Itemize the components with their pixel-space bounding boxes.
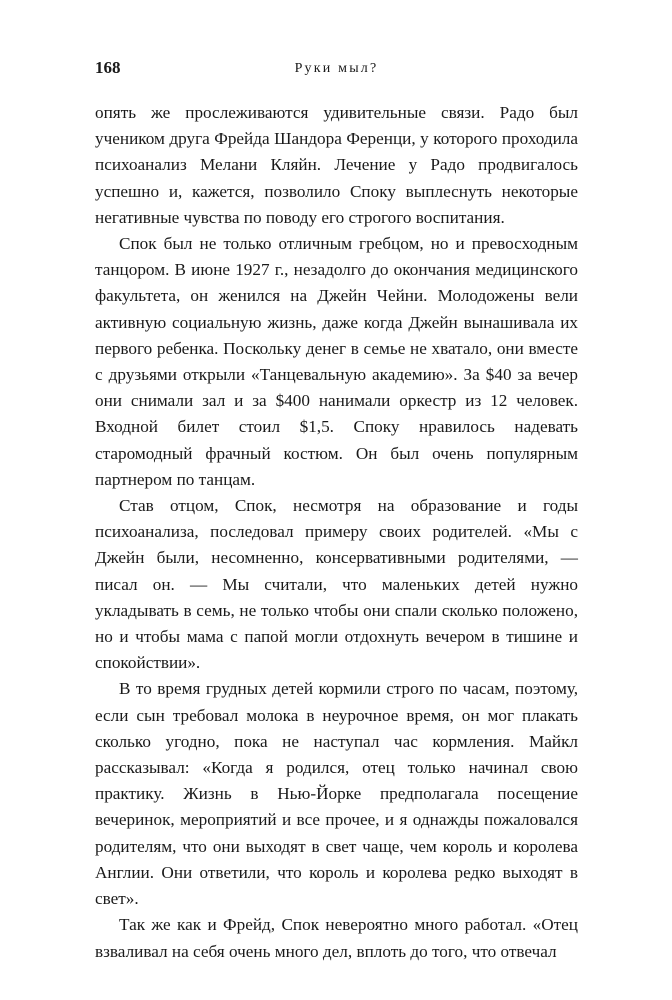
paragraph-hard-work: Так же как и Фрейд, Спок невероятно много работал. «Отец взваливал на себя очень много дел, вплоть до того, что отвечал <box>95 915 578 961</box>
page-number: 168 <box>95 58 121 77</box>
paragraph-spock-dancer: Спок был не только отличным гребцом, но и превосходным танцором. В июне 1927 г., незадолго до окончания медицинского факультета, он женился на Джейн Чейни. Молодожены вели активную социальную жизнь, даже когда Джейн вынашивала их первого ребенка. Поскольку денег в семье не хватало, они вместе с друзьями открыли «Танцевальную академию». За $40 за вечер они снимали зал и за $400 нанимали оркестр из 12 человек. Входной билет стоил $1,5. Споку нравилось надевать старомодный фрачный костюм. Он был очень популярным партнером по танцам. <box>95 234 578 489</box>
book-page <box>95 58 578 965</box>
chapter-title: Руки мыл? <box>294 61 379 76</box>
paragraph-feeding-schedule: В то время грудных детей кормили строго по часам, поэтому, если сын требовал молока в неурочное время, он мог плакать сколько угодно, пока не наступал час кормления. Майкл рассказывал: «Когда я родился, отец только начинал свою практику. Жизнь в Нью-Йорке предполагала посещение вечеринок, мероприятий и все прочее, и я однажды пожаловался родителям, что они выходят в свет чаще, чем король и королева Англии. Они ответили, что король и королева редко выходят в свет». <box>95 679 578 909</box>
paragraph-continuation: опять же прослеживаются удивительные связи. Радо был учеником друга Фрейда Шандора Ференци, у которого проходила психоанализ Мелани Кляйн. Лечение у Радо продвигалось успешно и, кажется, позволило Споку выплеснуть некоторые негативные чувства по поводу его строгого воспитания. <box>95 103 578 227</box>
paragraph-conservative-parents: Став отцом, Спок, несмотря на образование и годы психоанализа, последовал примеру своих родителей. «Мы с Джейн были, несомненно, консервативными родителями, — писал он. — Мы считали, что маленьких детей нужно укладывать в семь, не только чтобы они спали сколько положено, но и чтобы мама с папой могли отдохнуть вечером в тишине и спокойствии». <box>95 496 578 673</box>
body-text <box>95 100 578 965</box>
running-head <box>95 58 578 88</box>
